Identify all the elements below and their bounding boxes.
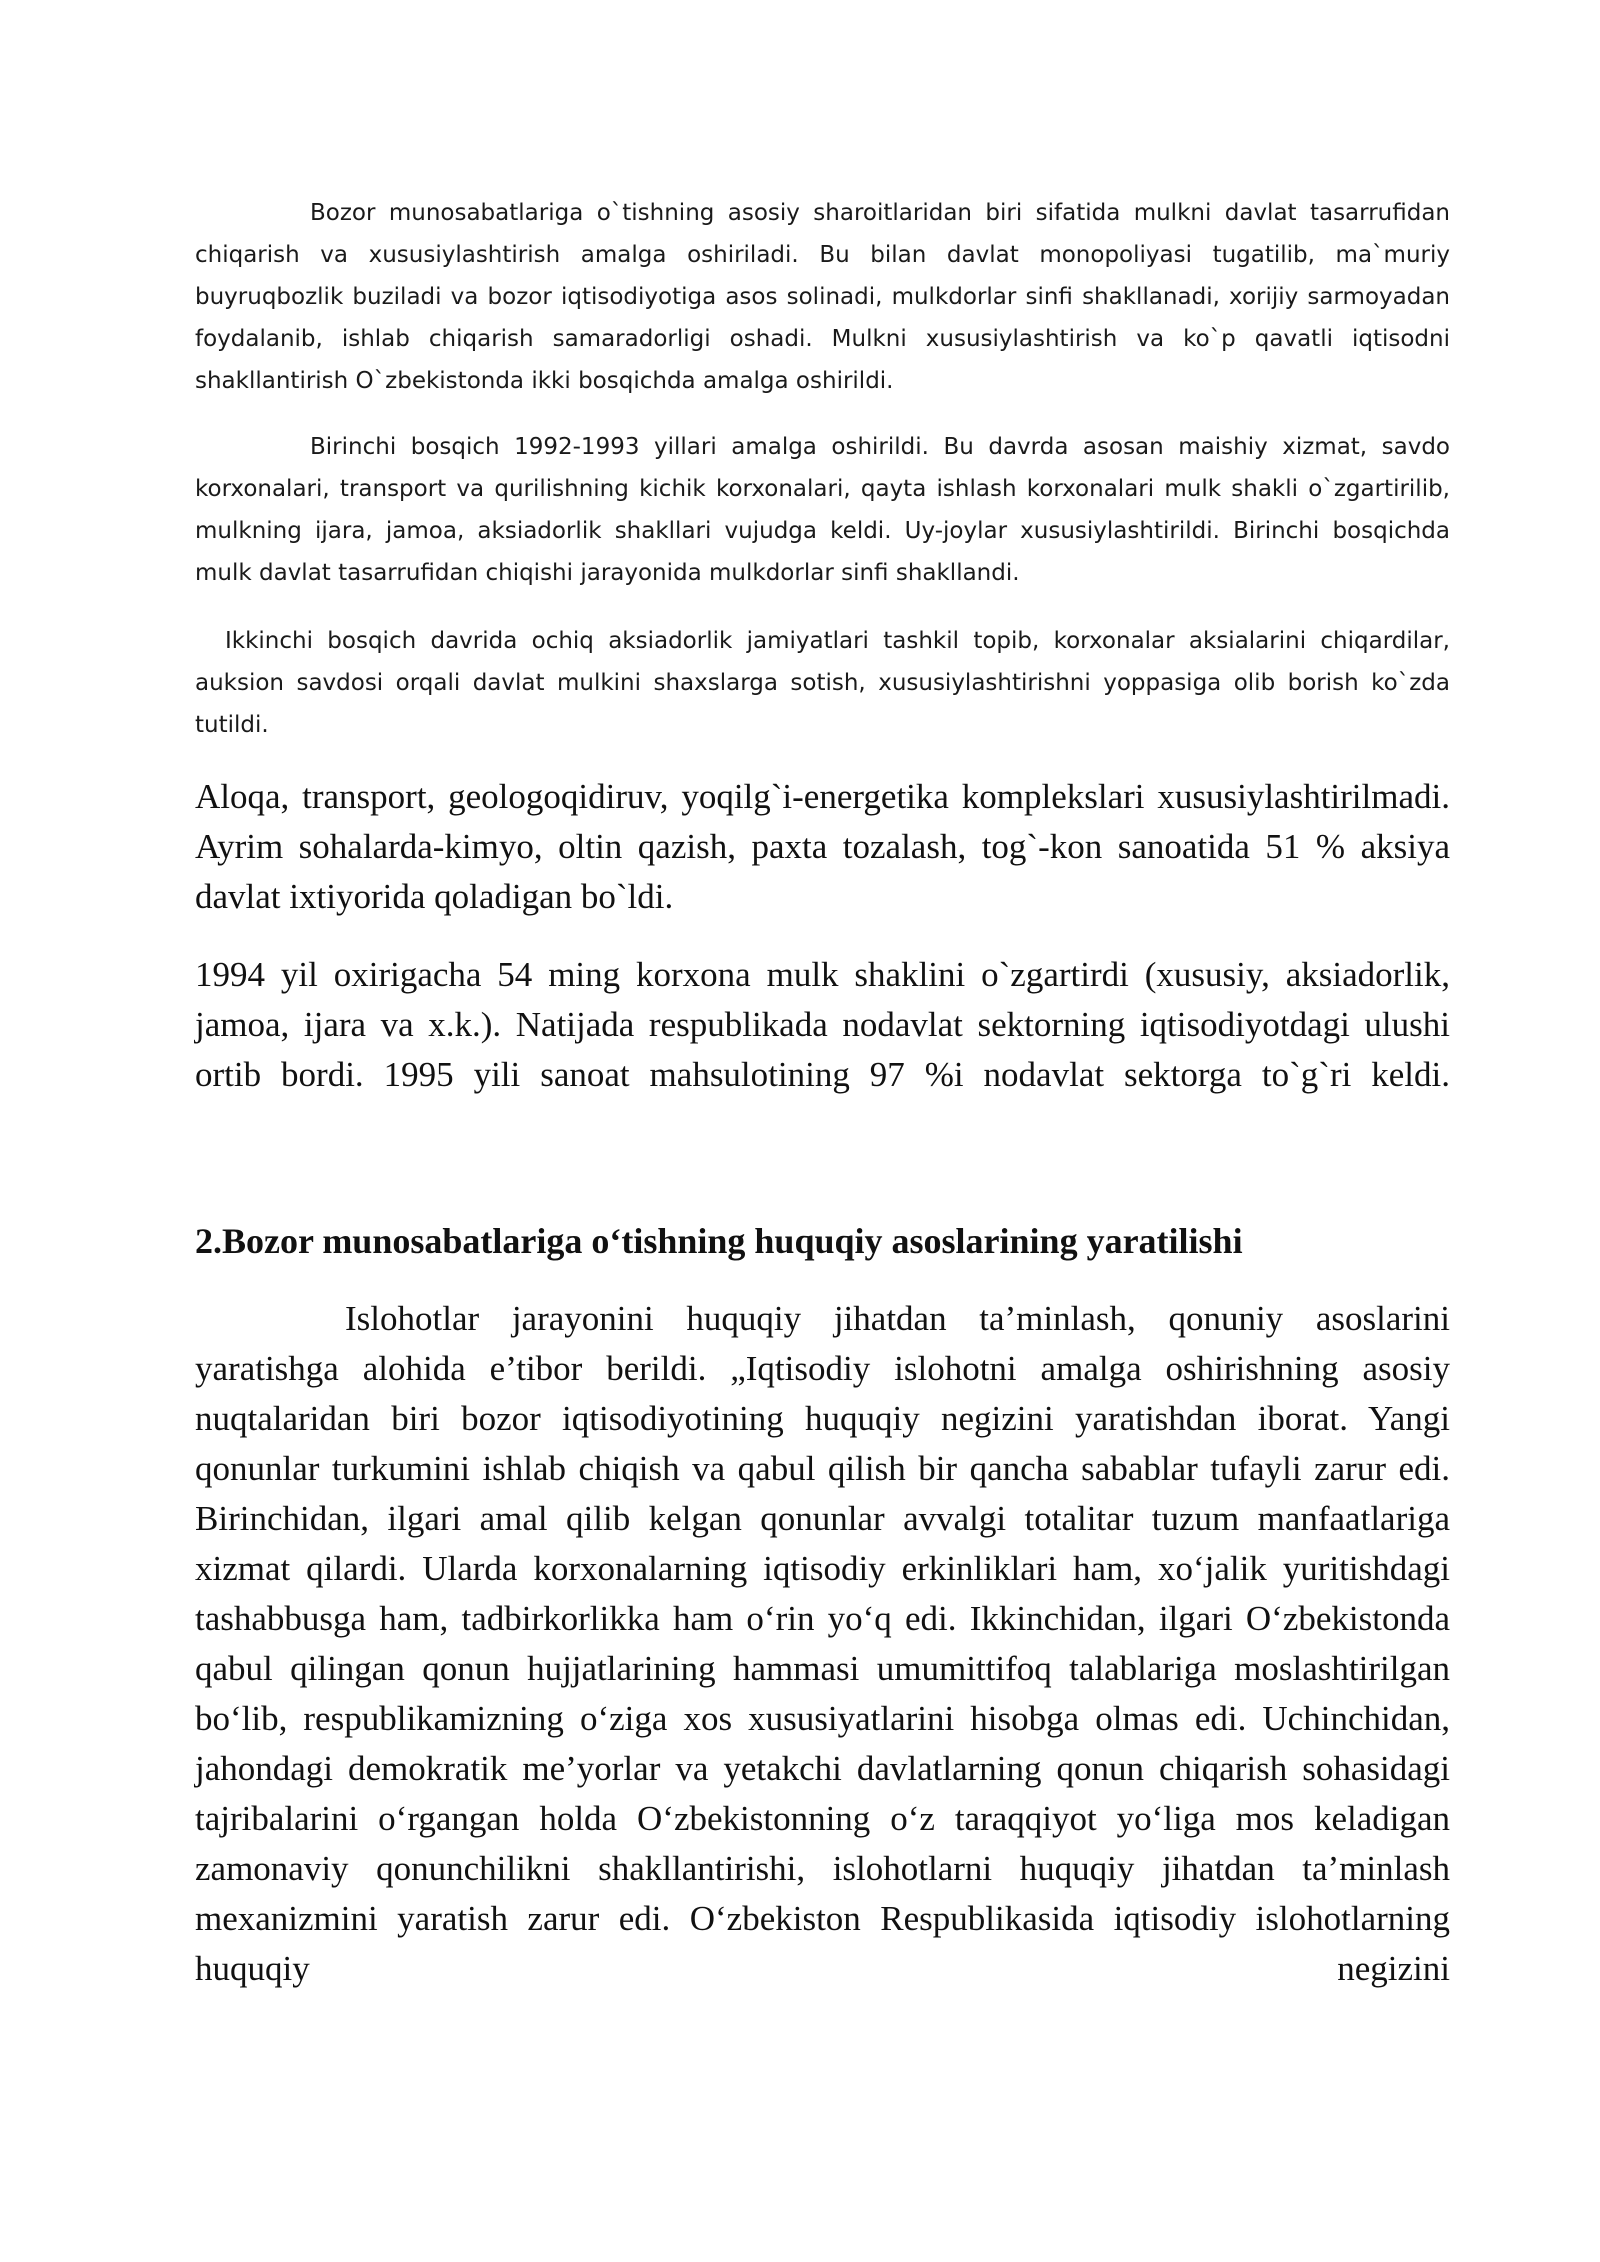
section-heading (195, 1216, 1450, 1266)
paragraph-text: Islohotlar jarayonini huquqiy jihatdan ta’minlash, qonuniy asoslarini yaratishga alohida e’tibor berildi. „Iqtisodiy islohotni amalga oshirishning asosiy nuqtalaridan biri bozor iqtisodiyotining huquqiy negizini yaratishdan iborat. Yangi qonunlar turkumini ishlab chiqish va qabul qilish bir qancha sabablar tufayli zarur edi. Birinchidan, ilgari amal qilib kelgan qonunlar avvalgi totalitar tuzum manfaatlariga xizmat qilardi. Ularda korxonalarning iqtisodiy erkinliklari ham, xo‘jalik yuritishdagi tashabbusga ham, tadbirkorlikka ham o‘rin yo‘q edi. Ikkinchidan, ilgari O‘zbekistonda qabul qilingan qonun hujjatlarining hammasi umumittifoq talablariga moslashtirilgan bo‘lib, respublikamizning o‘ziga xos xususiyatlarini hisobga olmas edi. Uchinchidan, jahondagi demokratik me’yorlar va yetakchi davlatlarning qonun chiqarish sohasidagi tajribalarini o‘rgangan holda O‘zbekistonning o‘z taraqqiyot yo‘liga mos keladigan zamonaviy qonunchilikni shakllantirishi, islohotlarni huquqiy jihatdan ta’minlash mexanizmini yaratish zarur edi. O‘zbekiston Respublikasida iqtisodiy islohotlarning huquqiy negizini (195, 1299, 1450, 1988)
paragraph-text: Bozor munosabatlariga o`tishning asosiy sharoitlaridan biri sifatida mulkni davlat tasarrufidan chiqarish va xususiylashtirish amalga oshiriladi. Bu bilan davlat monopoliyasi tugatilib, ma`muriy buyruqbozlik buziladi va bozor iqtisodiyotiga asos solinadi, mulkdorlar sinfi shakllanadi, xorijiy sarmoyadan foydalanib, ishlab chiqarish samaradorligi oshadi. Mulkni xususiylashtirish va ko`p qavatli iqtisodni shakllantirish O`zbekistonda ikki bosqichda amalga oshirildi. (195, 200, 1450, 394)
paragraph-not-privatized (195, 772, 1450, 922)
paragraph-text: Birinchi bosqich 1992-1993 yillari amalga oshirildi. Bu davrda asosan maishiy xizmat, savdo korxonalari, transport va qurilishning kichik korxonalari, qayta ishlash korxonalari mulk shakli o`zgartirilib, mulkning ijara, jamoa, aksiadorlik shakllari vujudga keldi. Uy-joylar xususiylashtirildi. Birinchi bosqichda mulk davlat tasarrufidan chiqishi jarayonida mulkdorlar sinfi shakllandi. (195, 434, 1450, 586)
paragraph-legal-foundation (195, 1294, 1450, 1994)
paragraph-1994-results (195, 950, 1450, 1100)
paragraph-text: Ikkinchi bosqich davrida ochiq aksiadorlik jamiyatlari tashkil topib, korxonalar aksialarini chiqardilar, auksion savdosi orqali davlat mulkini shaxslarga sotish, xususiylashtirishni yoppasiga olib borish ko`zda tutildi. (195, 628, 1450, 738)
paragraph-first-stage (195, 426, 1450, 594)
paragraph-text: 1994 yil oxirigacha 54 ming korxona mulk shaklini o`zgartirdi (xususiy, aksiadorlik, jamoa, ijara va x.k.). Natijada respublikada nodavlat sektorning iqtisodiyotdagi ulushi ortib bordi. 1995 yili sanoat mahsulotining 97 %i nodavlat sektorga to`g`ri keldi. (195, 955, 1450, 1094)
paragraph-text: Aloqa, transport, geologoqidiruv, yoqilg`i-energetika komplekslari xususiylashtirilmadi. Ayrim sohalarda-kimyo, oltin qazish, paxta tozalash, tog`-kon sanoatida 51 % aksiya davlat ixtiyorida qoladigan bo`ldi. (195, 777, 1450, 916)
paragraph-second-stage (195, 620, 1450, 746)
paragraph-privatization-intro (195, 192, 1450, 402)
section-title: 2.Bozor munosabatlariga o‘tishning huquqiy asoslarining yaratilishi (195, 1221, 1243, 1261)
